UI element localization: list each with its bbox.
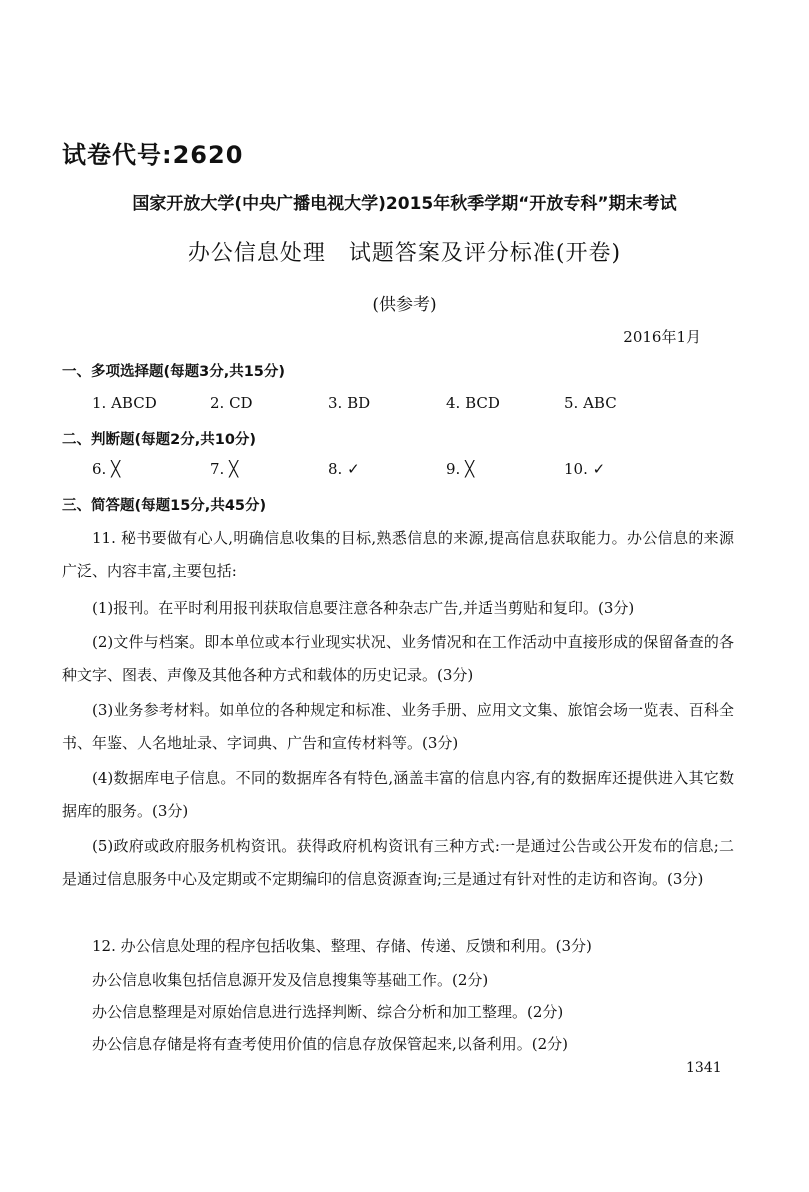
paper-title: 办公信息处理 试题答案及评分标准(开卷) <box>187 241 622 266</box>
answer-paragraph: (1)报刊。在平时利用报刊获取信息要注意各种杂志广告,并适当剪贴和复印。(3分) <box>92 599 635 617</box>
answer-paragraph: 办公信息存储是将有查考使用价值的信息存放保管起来,以备利用。(2分) <box>92 1035 569 1053</box>
answer-item: 8. ✓ <box>328 460 360 478</box>
exam-date: 2016年1月 <box>623 328 701 346</box>
answer-item: 1. ABCD <box>92 394 157 412</box>
answer-paragraph: 办公信息整理是对原始信息进行选择判断、综合分析和加工整理。(2分) <box>92 1003 564 1021</box>
answer-row-true-false <box>92 460 732 484</box>
answer-item: 6. ╳ <box>92 460 121 478</box>
answer-row-multiple-choice <box>92 394 732 418</box>
answer-item: 7. ╳ <box>210 460 239 478</box>
answer-item: 3. BD <box>328 394 371 412</box>
section-heading-true-false: 二、判断题(每题2分,共10分) <box>62 432 257 448</box>
exam-code: 试卷代号:2620 <box>62 141 244 169</box>
answer-item: 10. ✓ <box>564 460 606 478</box>
answer-item: 5. ABC <box>564 394 617 412</box>
section-heading-multiple-choice: 一、多项选择题(每题3分,共15分) <box>62 364 286 380</box>
reference-note: (供参考) <box>372 295 437 315</box>
answer-paragraph: (5)政府或政府服务机构资讯。获得政府机构资讯有三种方式:一是通过公告或公开发布的信息;二是通过信息服务中心及定期或不定期编印的信息资源查询;三是通过有针对性的走访和咨询。(3分) <box>62 837 734 888</box>
answer-paragraph: (3)业务参考材料。如单位的各种规定和标准、业务手册、应用文文集、旅馆会场一览表、百科全书、年鉴、人名地址录、字词典、广告和宣传材料等。(3分) <box>62 701 734 752</box>
answer-item: 9. ╳ <box>446 460 475 478</box>
section-heading-short-answer: 三、简答题(每题15分,共45分) <box>62 498 267 514</box>
answer-item: 2. CD <box>210 394 253 412</box>
exam-title: 国家开放大学(中央广播电视大学)2015年秋季学期“开放专科”期末考试 <box>132 194 677 214</box>
answer-paragraph: (4)数据库电子信息。不同的数据库各有特色,涵盖丰富的信息内容,有的数据库还提供进入其它数据库的服务。(3分) <box>62 769 734 820</box>
answer-paragraph: 12. 办公信息处理的程序包括收集、整理、存储、传递、反馈和利用。(3分) <box>92 937 592 955</box>
answer-paragraph: 办公信息收集包括信息源开发及信息搜集等基础工作。(2分) <box>92 971 489 989</box>
answer-item: 4. BCD <box>446 394 500 412</box>
page-number: 1341 <box>686 1060 722 1076</box>
answer-paragraph: (2)文件与档案。即本单位或本行业现实状况、业务情况和在工作活动中直接形成的保留备查的各种文字、图表、声像及其他各种方式和载体的历史记录。(3分) <box>62 633 734 684</box>
answer-paragraph: 11. 秘书要做有心人,明确信息收集的目标,熟悉信息的来源,提高信息获取能力。办公信息的来源广泛、内容丰富,主要包括: <box>62 529 734 580</box>
